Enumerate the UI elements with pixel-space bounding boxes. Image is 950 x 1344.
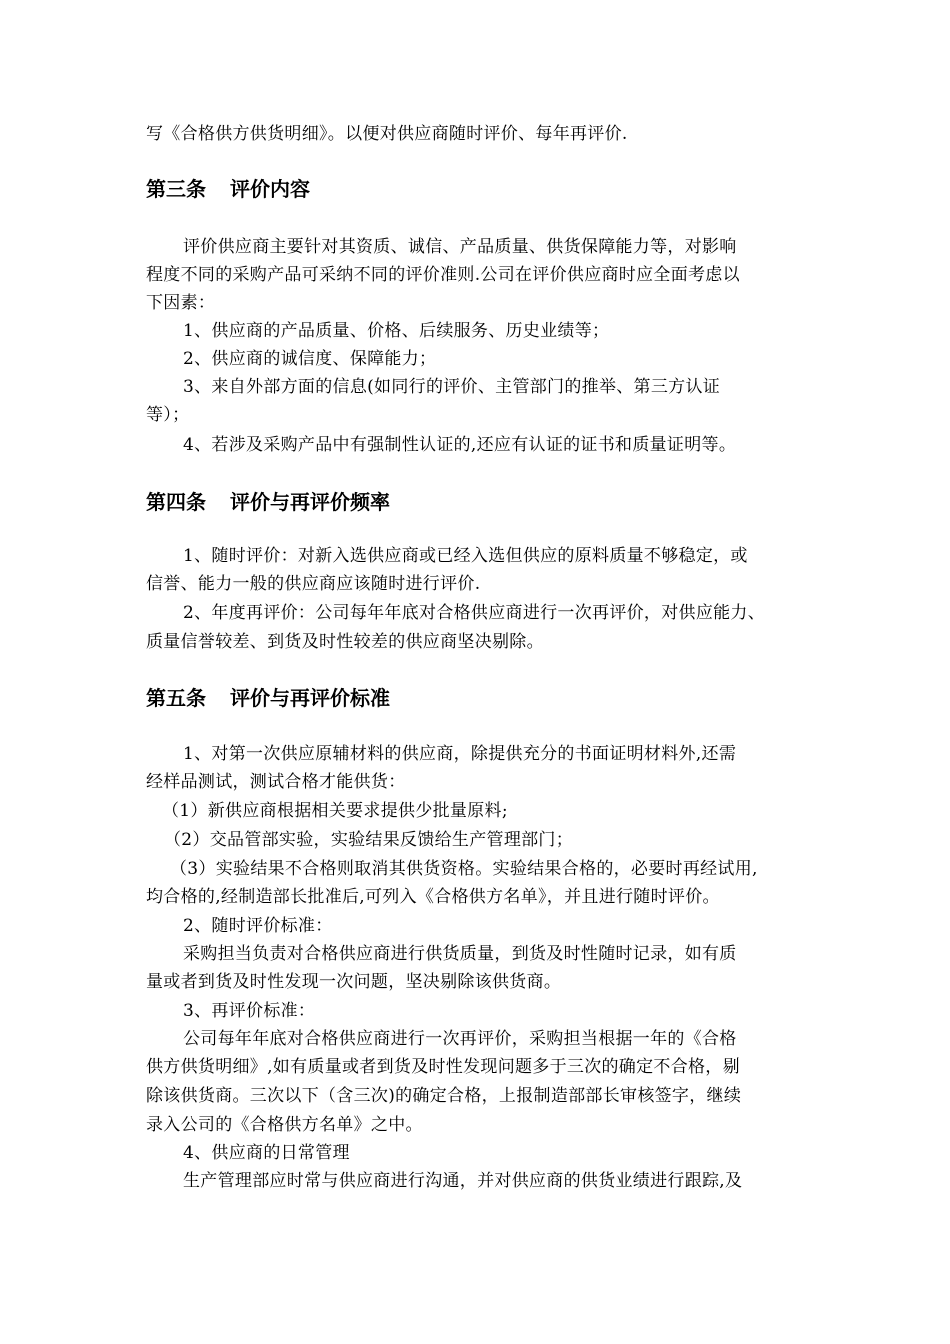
s3-para-line-1: 评价供应商主要针对其资质、诚信、产品质量、供货保障能力等，对影响: [183, 237, 737, 257]
s3-item-3-line-2: 等）；: [146, 405, 190, 425]
s5-item-3-para-line-2: 供方供货明细》,如有质量或者到货及时性发现问题多于三次的确定不合格，剔: [146, 1057, 740, 1077]
s5-item-1-line-2: 经样品测试，测试合格才能供货：: [146, 772, 406, 792]
section-3-heading: [146, 175, 310, 203]
section-5-title: 评价与再评价标准: [230, 686, 390, 710]
s5-item-4: 4、供应商的日常管理: [183, 1143, 350, 1163]
section-3-number: 第三条: [146, 177, 206, 201]
s5-item-2-para-line-2: 量或者到货及时性发现一次问题，坚决剔除该供货商。: [146, 972, 562, 992]
s3-para-line-2: 程度不同的采购产品可采纳不同的评价准则.公司在评价供应商时应全面考虑以: [146, 265, 740, 285]
section-4-heading: [146, 488, 390, 516]
s5-item-1-line-1: 1、对第一次供应原辅材料的供应商，除提供充分的书面证明材料外,还需: [183, 744, 737, 764]
section-3-title: 评价内容: [230, 177, 310, 201]
s5-item-2: 2、随时评价标准：: [183, 916, 333, 936]
section-4-number: 第四条: [146, 490, 206, 514]
section-4-title: 评价与再评价频率: [230, 490, 390, 514]
s5-item-3-para-line-1: 公司每年年底对合格供应商进行一次再评价，采购担当根据一年的《合格: [183, 1029, 737, 1049]
s4-item-2-line-2: 质量信誉较差、到货及时性较差的供应商坚决剔除。: [146, 632, 544, 652]
s3-item-4: 4、若涉及采购产品中有强制性认证的,还应有认证的证书和质量证明等。: [183, 435, 737, 455]
s5-sub-1: （1）新供应商根据相关要求提供少批量原料;: [162, 801, 508, 821]
s5-item-2-para-line-1: 采购担当负责对合格供应商进行供货质量，到货及时性随时记录，如有质: [183, 944, 737, 964]
s5-item-3-para-line-3: 除该供货商。三次以下（含三次)的确定合格，上报制造部部长审核签字，继续: [146, 1086, 742, 1106]
s5-sub-3-line-1: （3）实验结果不合格则取消其供货资格。实验结果合格的，必要时再经试用,: [170, 859, 758, 879]
s5-sub-2: （2）交品管部实验，实验结果反馈给生产管理部门；: [164, 830, 574, 850]
section-5-heading: [146, 684, 390, 712]
s3-para-line-3: 下因素：: [146, 293, 216, 313]
intro-tail-line: 写《合格供方供货明细》。以便对供应商随时评价、每年再评价.: [146, 124, 628, 144]
s5-item-3: 3、再评价标准：: [183, 1001, 316, 1021]
s4-item-1-line-2: 信誉、能力一般的供应商应该随时进行评价.: [146, 574, 481, 594]
s4-item-1-line-1: 1、随时评价：对新入选供应商或已经入选但供应的原料质量不够稳定，或: [183, 546, 748, 566]
s5-item-4-para-line-1: 生产管理部应时常与供应商进行沟通，并对供应商的供货业绩进行跟踪,及: [183, 1171, 743, 1191]
s5-item-3-para-line-4: 录入公司的《合格供方名单》之中。: [146, 1115, 423, 1135]
s3-item-3-line-1: 3、来自外部方面的信息(如同行的评价、主管部门的推举、第三方认证: [183, 377, 721, 397]
section-5-number: 第五条: [146, 686, 206, 710]
s3-item-1: 1、供应商的产品质量、价格、后续服务、历史业绩等；: [183, 321, 610, 341]
s5-sub-3-line-2: 均合格的,经制造部长批准后,可列入《合格供方名单》，并且进行随时评价。: [146, 887, 720, 907]
s4-item-2-line-1: 2、年度再评价：公司每年年底对合格供应商进行一次再评价，对供应能力、: [183, 603, 766, 623]
s3-item-2: 2、供应商的诚信度、保障能力；: [183, 349, 437, 369]
